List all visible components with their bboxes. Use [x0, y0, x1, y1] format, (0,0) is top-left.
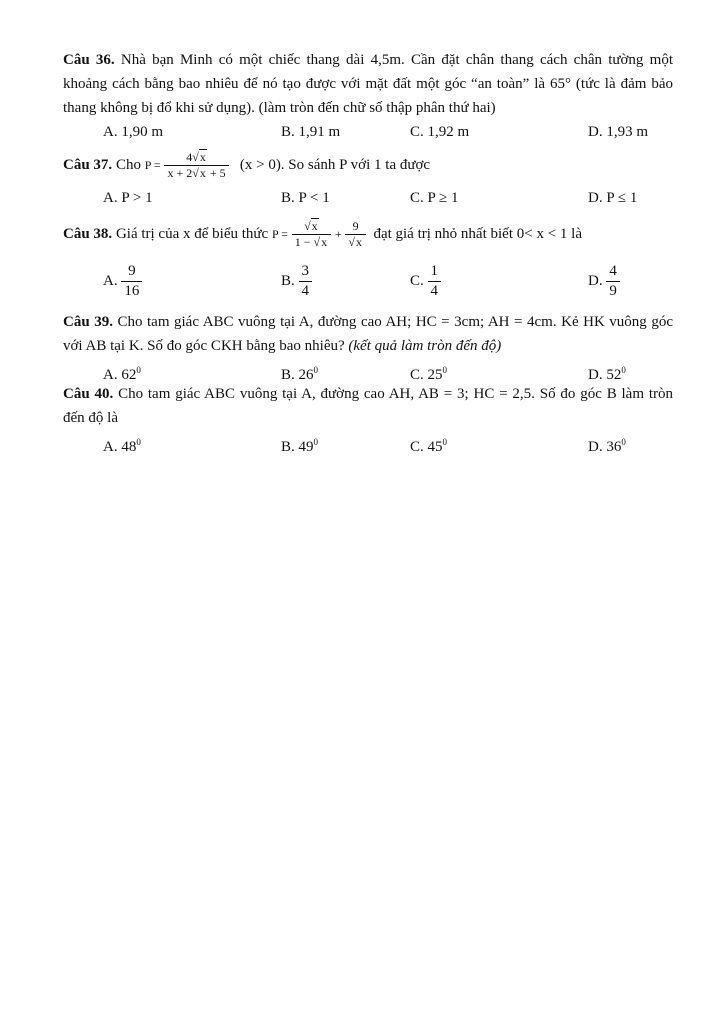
option-b-value: B. 26	[281, 367, 314, 383]
option-a: A. 1,90 m	[103, 124, 163, 140]
option-d-fraction	[606, 262, 620, 301]
option-a-value: A. 62	[103, 367, 137, 383]
degree-superscript: 0	[313, 365, 319, 375]
option-c-value: C. 25	[410, 367, 443, 383]
denominator-radicand: x	[355, 235, 362, 250]
option-d: D. 1,93 m	[588, 124, 648, 140]
formula-p-fraction	[164, 150, 228, 181]
option-a	[103, 258, 142, 304]
question-40-options	[63, 430, 673, 454]
fraction-numerator: 4	[606, 262, 620, 282]
option-b-letter: B.	[281, 273, 295, 289]
question-36-options	[63, 120, 673, 144]
option-b-fraction	[299, 262, 313, 301]
option-d	[588, 258, 620, 304]
question-36-label: Câu 36.	[63, 52, 115, 68]
question-37-post: (x > 0). So sánh P với 1 ta được	[239, 157, 431, 173]
fraction-numerator: 9	[345, 219, 366, 235]
fraction-denominator: 16	[124, 283, 140, 300]
option-b	[281, 358, 318, 387]
degree-superscript: 0	[621, 365, 626, 375]
fraction-denominator: √x	[348, 235, 362, 250]
question-38-label: Câu 38.	[63, 226, 113, 242]
degree-superscript: 0	[136, 365, 141, 375]
fraction-numerator: 1	[428, 262, 442, 282]
plus-sign: +	[334, 227, 342, 241]
question-39	[63, 310, 673, 358]
question-37-pre: Cho	[112, 157, 145, 173]
option-d	[588, 358, 626, 387]
fraction-denominator: 4	[430, 283, 439, 300]
formula-fraction-1	[292, 219, 331, 250]
question-40-label: Câu 40.	[63, 386, 114, 402]
numerator-radicand: x	[199, 150, 206, 165]
option-a: A. P > 1	[103, 190, 153, 206]
option-b	[281, 430, 318, 459]
degree-superscript: 0	[136, 437, 141, 447]
denominator-prefix: 1 −	[294, 235, 314, 250]
option-b: B. P < 1	[281, 190, 330, 206]
option-d-value: D. 52	[588, 367, 622, 383]
option-d-letter: D.	[588, 273, 603, 289]
fraction-numerator: √x	[292, 219, 331, 235]
option-d: D. P ≤ 1	[588, 190, 638, 206]
denominator-suffix: + 5	[206, 166, 226, 181]
option-c	[410, 358, 447, 387]
option-c: C. P ≥ 1	[410, 190, 459, 206]
fraction-denominator: 4	[301, 283, 310, 300]
option-a-value: A. 48	[103, 439, 137, 455]
numerator-radicand: x	[311, 219, 318, 234]
denominator-radicand: x	[321, 235, 328, 250]
option-a-fraction	[121, 262, 142, 301]
question-38-pre: Giá trị của x để biểu thức	[112, 226, 272, 242]
option-c	[410, 258, 441, 304]
option-c: C. 1,92 m	[410, 124, 470, 140]
numerator-coefficient: 4	[186, 150, 193, 165]
fraction-denominator: x + 2√x + 5	[167, 166, 226, 181]
question-37-options	[63, 186, 673, 210]
question-37-label: Câu 37.	[63, 157, 113, 173]
question-39-label: Câu 39.	[63, 314, 113, 330]
degree-superscript: 0	[621, 437, 626, 447]
question-39-italic-note: (kết quả làm tròn đến độ)	[348, 338, 502, 354]
question-36-text: Nhà bạn Minh có một chiếc thang dài 4,5m. Cần đặt chân thang cách chân tường một khoảng cách bằng bao nhiêu để nó tạo được với mặt đất một góc “an toàn” là 65° (tức là đảm bảo thang không bị đổ khi sử dụng). (làm tròn đến chữ số thập phân thứ hai)	[63, 52, 673, 116]
question-39-options	[63, 358, 673, 382]
fraction-numerator: 3	[299, 262, 313, 282]
question-39-text: Cho tam giác ABC vuông tại A, đường cao AH; HC = 3cm; AH = 4cm. Kẻ HK vuông góc với AB tại K. Số đo góc CKH bằng bao nhiêu?	[63, 314, 673, 354]
option-b: B. 1,91 m	[281, 124, 341, 140]
fraction-numerator: 4√x	[164, 150, 228, 166]
question-38-post: đạt giá trị nhỏ nhất biết 0< x < 1 là	[373, 226, 582, 242]
option-b-value: B. 49	[281, 439, 314, 455]
option-a-letter: A.	[103, 273, 118, 289]
question-38-options	[63, 258, 673, 304]
denominator-prefix: x + 2	[167, 166, 193, 181]
option-a	[103, 358, 141, 387]
question-37	[63, 146, 673, 184]
question-40-text: Cho tam giác ABC vuông tại A, đường cao AH, AB = 3; HC = 2,5. Số đo góc B làm tròn đến độ là	[63, 386, 673, 426]
option-a	[103, 430, 141, 459]
option-c	[410, 430, 447, 459]
option-b	[281, 258, 312, 304]
p-equals: P =	[144, 158, 161, 172]
option-d-value: D. 36	[588, 439, 622, 455]
fraction-denominator: 1 − √x	[294, 235, 328, 250]
formula-fraction-2	[345, 219, 366, 250]
degree-superscript: 0	[313, 437, 319, 447]
worksheet-page	[63, 48, 673, 454]
question-40	[63, 382, 673, 430]
option-c-value: C. 45	[410, 439, 443, 455]
p-equals: P =	[271, 227, 288, 241]
question-38	[63, 214, 673, 254]
fraction-numerator: 9	[121, 262, 142, 282]
option-c-fraction	[428, 262, 442, 301]
degree-superscript: 0	[442, 437, 448, 447]
question-36	[63, 48, 673, 120]
denominator-radicand: x	[199, 166, 206, 181]
degree-superscript: 0	[442, 365, 448, 375]
option-c-letter: C.	[410, 273, 424, 289]
option-d	[588, 430, 626, 459]
fraction-denominator: 9	[609, 283, 617, 300]
